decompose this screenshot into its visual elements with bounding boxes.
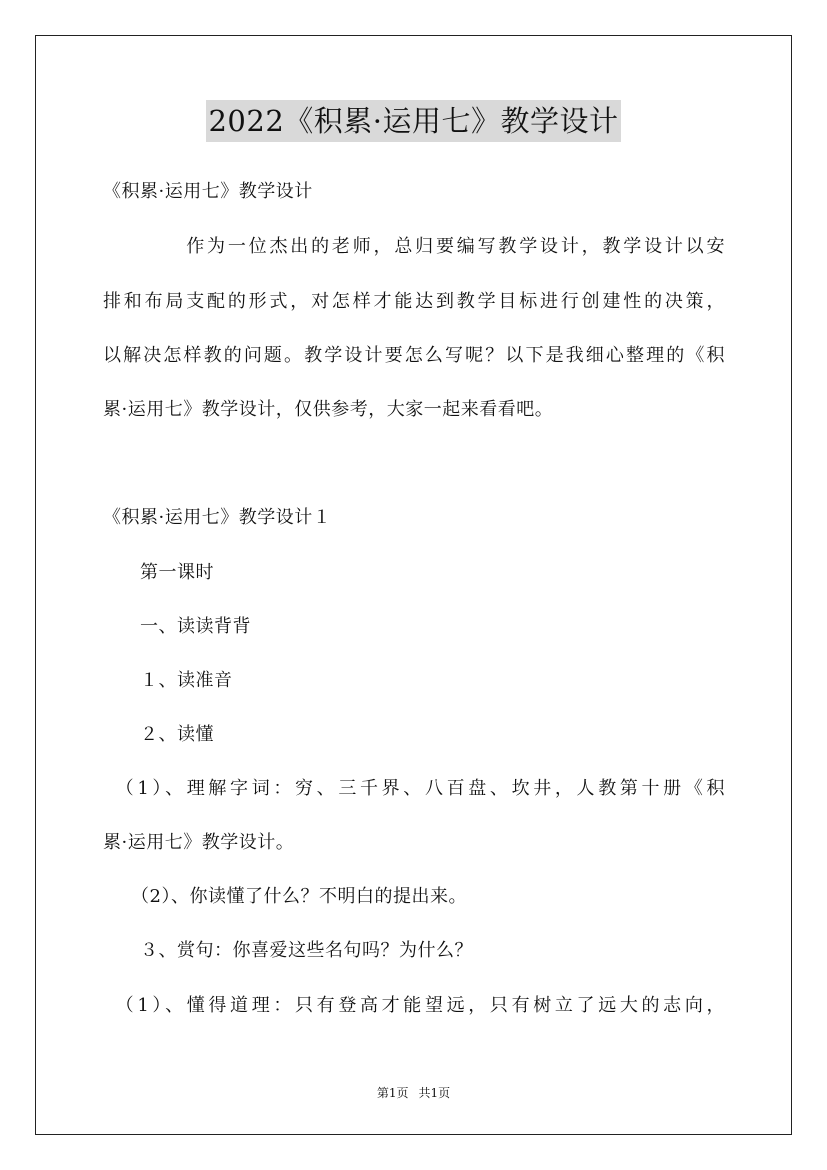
section-heading: 《积累·运用七》教学设计１ [103, 507, 332, 528]
outline-item: １、读准音 [103, 670, 233, 691]
outline-item: 一、读读背背 [103, 616, 251, 637]
document-title: 2022《积累·运用七》教学设计 [206, 100, 620, 142]
paragraph-line: 作为一位杰出的老师，总归要编写教学设计，教学设计以安 [103, 236, 725, 257]
paragraph-line: 以解决怎样教的问题。教学设计要怎么写呢？以下是我细心整理的《积 [103, 345, 725, 366]
page-total: 共1页 [418, 1086, 451, 1100]
paragraph-line: 累·运用七》教学设计。 [103, 832, 295, 853]
outline-item: ２、读懂 [103, 724, 214, 745]
paragraph-line: （1）、理解字词：穷、三千界、八百盘、坎井，人教第十册《积 [103, 778, 725, 799]
lesson-heading: 第一课时 [103, 562, 214, 583]
title-container [0, 100, 827, 142]
page-footer [0, 1085, 827, 1101]
outline-item: ３、赏句：你喜爱这些名句吗？为什么？ [103, 940, 473, 961]
subtitle-line: 《积累·运用七》教学设计 [103, 181, 313, 202]
paragraph-line: 累·运用七》教学设计，仅供参考，大家一起来看看吧。 [103, 399, 554, 420]
paragraph-line: 排和布局支配的形式，对怎样才能达到教学目标进行创建性的决策， [103, 291, 725, 312]
paragraph-line: （1）、懂得道理：只有登高才能望远，只有树立了远大的志向， [103, 995, 725, 1016]
page-number: 第1页 [376, 1086, 409, 1100]
outline-item: （2）、你读懂了什么？不明白的提出来。 [103, 886, 467, 907]
